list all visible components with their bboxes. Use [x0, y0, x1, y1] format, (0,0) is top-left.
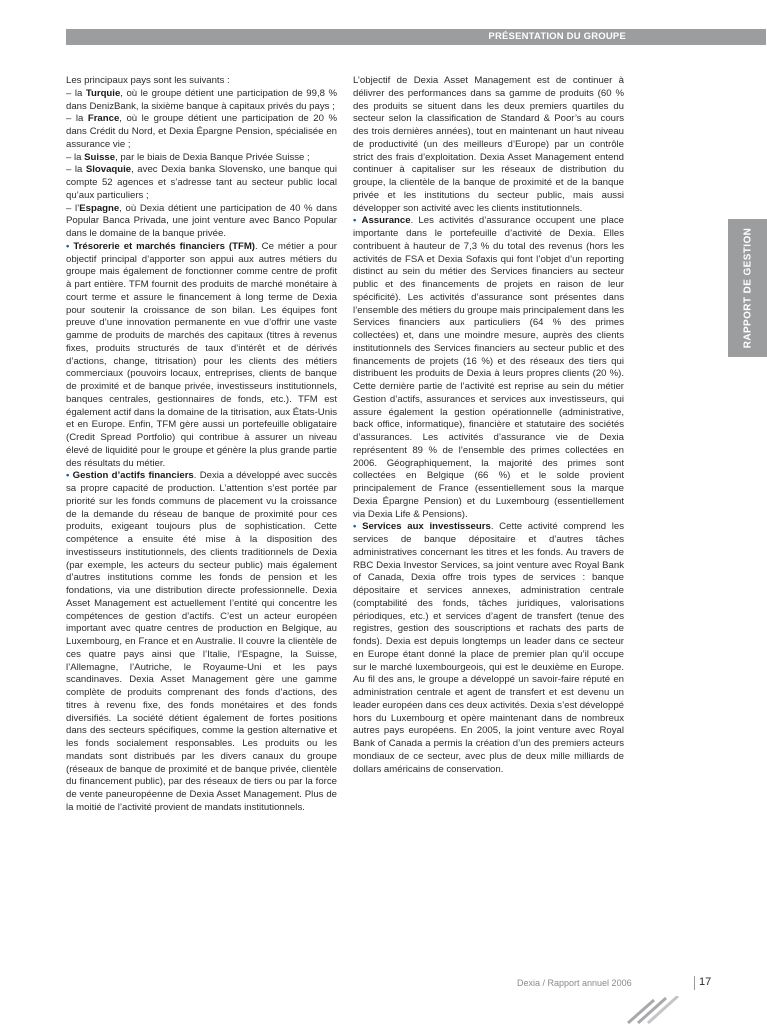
insurance-paragraph: [353, 215, 624, 521]
section-title: PRÉSENTATION DU GROUPE: [488, 31, 626, 42]
country-name: Slovaquie: [85, 164, 132, 176]
country-text: , où le groupe détient une participation de 20 % dans Crédit du Nord, et Dexia Épargne Pension, spécialisée en assurance vie ;: [66, 113, 337, 150]
investor-services-paragraph: [353, 521, 624, 776]
tfm-paragraph: [66, 241, 337, 471]
country-prefix: – la: [66, 164, 86, 176]
side-tab-label: RAPPORT DE GESTION: [742, 227, 753, 349]
country-name: France: [87, 113, 120, 125]
insurance-title: Assurance: [361, 215, 411, 227]
asset-management-continued: L’objectif de Dexia Asset Management est de continuer à délivrer des performances dans sa gamme de produits (60 % des produits se situent dans les deux premiers quartiles du secteur selon la classification de Standard & Poor’s au cours des trois dernières années), tout en maintenant un haut niveau de productivité (un des meilleurs d’Europe) par un contrôle strict des frais d’exploitation. Dexia Asset Management entend continuer à capitaliser sur les réseaux de distribution du groupe, la clientèle de la banque de proximité et de la banque privée et les institutions du secteur public, mais aussi développer son activité avec les clients institutionnels.: [353, 75, 624, 214]
side-tab: [728, 219, 767, 357]
country-name: Espagne: [79, 202, 120, 214]
country-item: [66, 152, 337, 165]
decorative-slashes-icon: [622, 996, 682, 1024]
country-name: Turquie: [85, 87, 121, 99]
tfm-title: Trésorerie et marchés financiers (TFM): [73, 240, 256, 252]
country-item: [66, 203, 337, 241]
investor-services-text: . Cette activité comprend les services de banque dépositaire et d’autres tâches administratives concernant les titres et les fonds. Au travers de RBC Dexia Investor Services, sa joint venture avec Royal Bank of Canada, Dexia offre trois types de services : banque dépositaire et services annexes, administration centrale (comptabilité des fonds, tâches juridiques, valorisations périodiques, etc.) et services d’agent de transfert (tenue des registres, gestion des souscriptions et rachats des parts de fonds). Dexia est depuis longtemps un leader dans ce secteur en Europe étant donné la place de premier plan qu’il occupe sur le marché luxembourgeois, qui est le deuxième en Europe. Au fil des ans, le groupe a développé un savoir-faire réputé en administration centrale et agent de transfert et est devenu un leader européen dans ces deux activités. Dexia s’est développé hors du Luxembourg et opère maintenant dans de nombreux autres pays européens. En 2005, la joint venture avec Royal Bank of Canada a permis la création d’un des premiers acteurs mondiaux de ce secteur, avec plus de deux mille milliards de dollars américains de conservation.: [353, 521, 624, 775]
country-item: [66, 113, 337, 151]
right-column: [353, 75, 624, 776]
insurance-text: . Les activités d’assurance occupent une place importante dans le portefeuille d’activité de Dexia. Elles contribuent à hauteur de 7,3 % du total des revenus (hors les activités de FSA et Dexia Sofaxis qui font l’objet d’un reporting distinct au sein du métier des Services financiers au secteur public et des financements de projets en raison de leur spécificité). Les activités d’assurance sont présentes dans l’ensemble des métiers du groupe mais principalement dans les Services financiers aux particuliers (64 % des primes collectées) et, dans une moindre mesure, auprès des clients institutionnels des Services financiers au secteur public et des financements de projets (16 %) et des réseaux des tiers qui distribuent les produits de Dexia à leurs propres clients (20 %). Cette dernière partie de l’activité est reprise au sein du métier Gestion d’actifs, assurances et services aux investisseurs, qui assure également la gestion opérationnelle (administrative, back office, informatique), financière et statutaire des sociétés d’assurances. Les activités d’assurance vie de Dexia représentent 89 % de l’ensemble des primes collectées en 2006. Géographiquement, la majorité des primes sont collectées en Belgique (66 %) et le solde provient principalement de France (essentiellement sous la marque Dexia Épargne Pension) et du Luxembourg (essentiellement via Dexia Life & Pensions).: [353, 215, 624, 520]
country-name: Suisse: [84, 151, 116, 163]
country-prefix: – la: [66, 113, 88, 125]
bullet-icon: •: [353, 215, 357, 227]
country-text: , où Dexia détient une participation de 40 % dans Popular Banca Privada, une joint venture avec Banco Popular dans le domaine de la banque privée.: [66, 202, 337, 239]
investor-services-title: Services aux investisseurs: [362, 521, 491, 533]
section-header-bar: [66, 29, 766, 45]
country-prefix: – la: [66, 151, 85, 163]
page-number: 17: [699, 976, 712, 988]
country-text: , avec Dexia banka Slovensko, une banque qui compte 52 agences et s’adresse tant au secteur public local qu’aux particuliers ;: [66, 164, 337, 201]
footer-divider: [694, 976, 695, 990]
tfm-text: . Ce métier a pour objectif principal d’apporter son appui aux autres métiers du groupe mais également de fonctionner comme centre de profit à part entière. TFM fournit des produits de marché monétaire à court terme et assure le financement à long terme de Dexia pour soutenir la croissance de son bilan. Les équipes font preuve d’une innovation permanente en vue d’offrir une vaste gamme de produits de marchés des capitaux (titres à revenus fixes, produits structurés de taux d’intérêt et de dérivés d’actions, change, titrisation) pour les clients des métiers commerciaux (pouvoirs locaux, entreprises, clients de banque de proximité et de banque privée, investisseurs institutionnels, banques centrales, gestionnaires de fonds, etc.). TFM est également actif dans la domaine de la titrisation, aux États-Unis et en Europe. Enfin, TFM gère aussi un portefeuille obligataire (Credit Spread Portfolio) qui contribue à assurer un niveau élevé de liquidité pour le groupe et génère la plus grande partie des résultats du métier.: [66, 240, 337, 469]
country-item: [66, 88, 337, 114]
asset-management-paragraph: [66, 470, 337, 814]
asset-management-title: Gestion d’actifs financiers: [72, 470, 194, 482]
bullet-icon: •: [353, 521, 357, 533]
bullet-icon: •: [66, 470, 70, 482]
asset-management-text: . Dexia a développé avec succès sa propre capacité de production. L’attention s’est portée par priorité sur les fonds communs de placement vu la croissance de la demande du réseau de banque de proximité pour ces produits, exigeant toujours plus de sophistication. Cette compétence a ensuite été mise à la disposition des investisseurs institutionnels, des clients traditionnels de Dexia (par exemple, les acteurs du secteur public) mais également d’autres institutions comme les fonds de pension et les fondations, via une distribution directe professionnelle. Dexia Asset Management est actuellement l’entité qui concentre les compétences de gestion d’actifs. C’est un acteur européen important avec quatre centres de production en Belgique, au Luxembourg, en France et en Australie. Il couvre la clientèle de ces quatre pays ainsi que l’Italie, l’Espagne, la Suisse, l’Allemagne, l’Autriche, le Royaume-Uni et les pays scandinaves. Dexia Asset Management gère une gamme complète de produits comprenant des fonds d’actions, des titres à revenu fixe, des fonds monétaires et des fonds diversifiés. La société détient également de fortes positions dans des secteurs spécifiques, comme la gestion alternative et les fonds socialement responsables. Les produits ou les mandats sont distribués par les divers canaux du groupe (réseaux de banque de proximité et de banque privée, clientèle du financement public), par des réseaux de tiers ou par la force de vente paneuropéenne de Dexia Asset Management. Plus de la moitié de l’activité provient de mandats institutionnels.: [66, 470, 337, 813]
intro-paragraph: Les principaux pays sont les suivants :: [66, 75, 230, 86]
country-text: , par le biais de Dexia Banque Privée Suisse ;: [115, 151, 310, 163]
country-prefix: – l’: [66, 202, 80, 214]
country-list: [66, 88, 337, 241]
left-column: [66, 75, 337, 815]
bullet-icon: •: [66, 240, 70, 252]
footer-publication: Dexia / Rapport annuel 2006: [517, 978, 632, 988]
country-text: , où le groupe détient une participation de 99,8 % dans DenizBank, la sixième banque à capitaux privés du pays ;: [66, 87, 337, 112]
country-item: [66, 164, 337, 202]
country-prefix: – la: [66, 87, 86, 99]
